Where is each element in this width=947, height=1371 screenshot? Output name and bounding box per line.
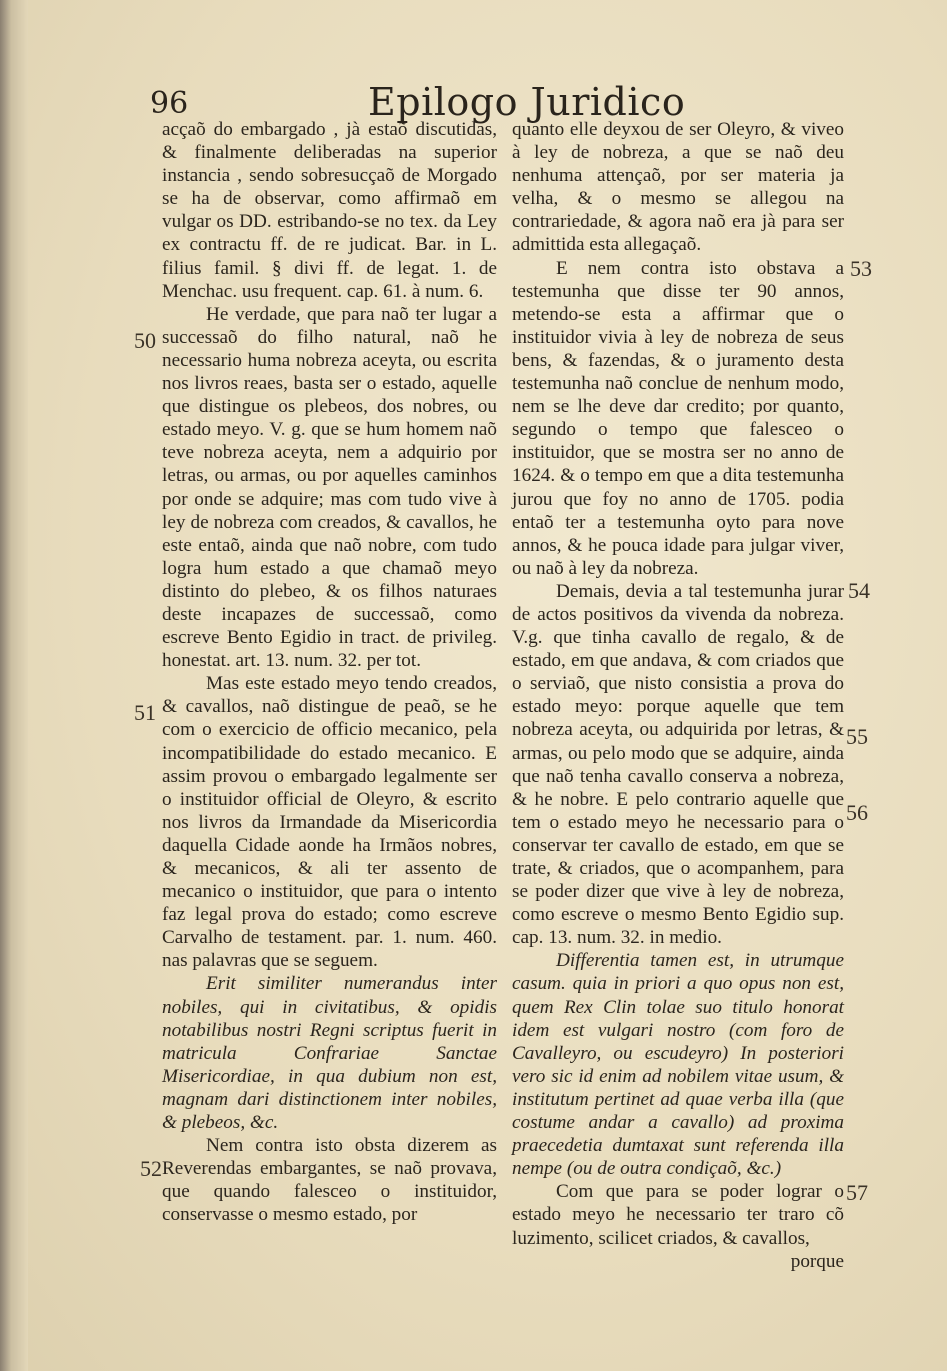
margin-number-50: 50 [134, 328, 156, 353]
margin-number-53: 53 [850, 256, 872, 281]
margin-number-54: 54 [848, 578, 870, 603]
page-number: 96 [150, 86, 189, 121]
left-paragraph-1: acçaõ do embargado , jà estaõ discutidas, & finalmente deliberadas na superior instancia , sendo sobresucçaõ de Morgado se ha de observar, como affirmaõ em vulgar os DD. estribando-se no tex. da Ley ex contractu ff. de re judicat. Bar. in L. filius famil. § divi ff. de legat. 1. de Menchac. usu frequent. cap. 61. à num. 6. [162, 119, 497, 302]
margin-number-57: 57 [846, 1180, 868, 1205]
left-latin-quote: Erit similiter numerandus inter nobiles, qui in civitatibus, & opidis notabilibus nostri Regni scriptus fuerit in matricula Confrariae Sanctae Misericordiae, in qua dubium non est, magnam dari distinctionem inter nobiles, & plebeos, &c. [162, 973, 497, 1134]
left-paragraph-3: Mas este estado meyo tendo creados, & cavallos, naõ distingue de peaõ, se he com o exercicio de officio mecanico, pela incompatibilidade do estado mecanico. E assim provou o embargado legalmente ser o instituidor official de Oleyro, & escrito nos livros da Irmandade da Misericordia daquella Cidade aonde ha Irmãos nobres, & mecanicos, & ali ter assento de mecanico o instituidor, que para o intento faz legal prova do estado; como escreve Carvalho de testament. par. 1. num. 460. nas palavras que se seguem. [162, 673, 497, 972]
right-paragraph-5: Com que para se poder lograr o estado meyo he necessario ter traro cõ luzimento, scilicet criados, & cavallos, [512, 1181, 844, 1249]
left-paragraph-2: He verdade, que para naõ ter lugar a successaõ do filho natural, naõ he necessario huma nobreza aceyta, ou escrita nos livros reaes, basta ser o estado, aquelle que distingue os plebeos, dos nobres, ou estado meyo. V. g. que se hum homem naõ teve nobreza aceyta, nem a adquirio por letras, ou armas, ou por aquelles caminhos por onde se adquire; mas com tudo vive à ley de nobreza com creados, & cavallos, he este entaõ, ainda que naõ nobre, com tudo logra hum estado a que chamaõ meyo distinto do plebeo, & os filhos naturaes deste incapazes de successaõ, como escreve Bento Egidio in tract. de privileg. honestat. art. 13. num. 32. per tot. [162, 303, 497, 672]
margin-number-51: 51 [134, 700, 156, 725]
left-column [162, 118, 497, 1227]
right-paragraph-3: Demais, devia a tal testemunha jurar de actos positivos da vivenda da nobreza. V.g. que tinha cavallo de regalo, & de estado, em que andava, & com criados que o serviaõ, que nisto consistia a prova do estado meyo: porque aquelle que tem nobreza aceyta, ou adquirida por letras, & armas, ou pelo modo que se adquire, ainda que naõ tenha cavallo conserva a nobreza, & he nobre. E pelo contrario aquelle que tem o estado meyo he necessario para o conservar ter cavallo de estado, em que se trate, & criados, que o acompanhem, para se poder dizer que vive à ley de nobreza, como escreve o mesmo Bento Egidio sup. cap. 13. num. 32. in medio. [512, 580, 844, 949]
right-paragraph-1: quanto elle deyxou de ser Oleyro, & viveo à ley de nobreza, a que se naõ deu nenhuma attençaõ, por ser materia ja velha, & o mesmo se allegou na contrariedade, & agora naõ era jà para ser admittida esta allegaçaõ. [512, 119, 844, 256]
right-latin-quote: Differentia tamen est, in utrumque casum. quia in priori a quo opus non est, quem Rex Clin tolae suo titulo honorat idem est vulgari nostro (com foro de Cavalleyro, ou escudeyro) In posteriori vero sic id enim ad nobilem vitae usum, & institutum pertinet ad quae verba illa (que costume andar a cavallo) ad proxima praecedetia dumtaxat sunt referenda illa nempe (ou de outra condiçaõ, &c.) [512, 950, 844, 1180]
running-title: Epilogo Juridico [368, 80, 686, 124]
right-column [512, 118, 844, 1273]
margin-number-52: 52 [140, 1156, 162, 1181]
left-paragraph-5: Nem contra isto obsta dizerem as Reverendas embargantes, se naõ provava, que quando falesceo o instituidor, conservasse o mesmo estado, por [162, 1135, 497, 1226]
page-binding-edge [0, 0, 28, 1371]
margin-number-55: 55 [846, 724, 868, 749]
right-paragraph-2: E nem contra isto obstava a testemunha que disse ter 90 annos, metendo-se esta a affirmar que o instituidor vivia à ley de nobreza de seus bens, & fazendas, & o juramento desta testemunha naõ conclue de nenhum modo, nem se lhe deve dar credito; por quanto, segundo o tempo que falesceo o instituidor, que se mostra ser no anno de 1624. & o tempo em que a dita testemunha jurou que foy no anno de 1705. podia entaõ ter a testemunha oyto para nove annos, & he pouca idade para julgar viver, ou naõ à ley da nobreza. [512, 257, 844, 579]
catchword: porque [790, 1250, 844, 1272]
margin-number-56: 56 [846, 800, 868, 825]
